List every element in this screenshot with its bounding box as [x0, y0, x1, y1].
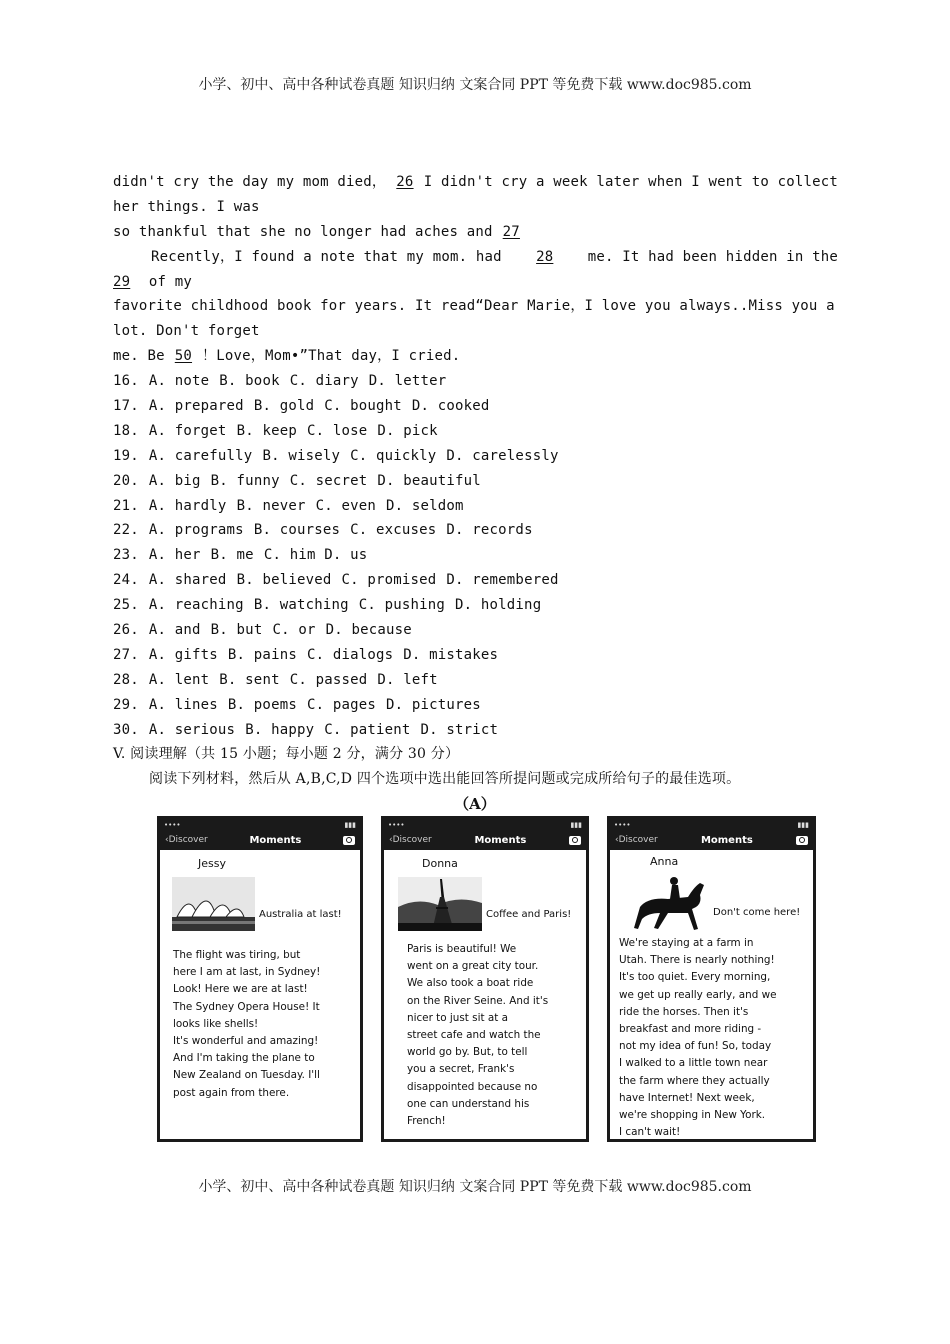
- page-footer: 小学、初中、高中各种试卷真题 知识归纳 文案合同 PPT 等免费下载 www.doc985.com: [198, 1179, 752, 1195]
- answer-option: A. gifts: [148, 646, 218, 663]
- question-number: 16.: [113, 373, 139, 390]
- answer-option: D. holding: [455, 597, 542, 614]
- post-text: The flight was tiring, but here I am at last, in Sydney! Look! Here we are at last! The Sydney Opera House! It looks like shells! It's wonderful and amazing! And I'm taking the plane to New Zealand on Tuesday. I'll post again from there.: [173, 949, 321, 1099]
- post-caption: Don't come here!: [713, 907, 801, 918]
- answer-option: A. note: [148, 373, 210, 390]
- post-caption: Coffee and Paris!: [486, 909, 572, 920]
- answer-option: B. poems: [227, 696, 297, 713]
- answer-option: C. excuses: [350, 522, 437, 539]
- status-bar: •••• ▮▮▮: [610, 819, 813, 830]
- passage-label: （A）: [454, 795, 496, 813]
- question-list: [113, 369, 838, 742]
- question-row: [113, 419, 838, 444]
- phone-screen-jessy: [157, 816, 363, 1142]
- back-button[interactable]: ‹Discover: [615, 835, 658, 845]
- answer-option: A. prepared: [148, 398, 244, 415]
- passage-text: I didn't cry a week later when I went to collect: [423, 174, 838, 190]
- passage-text: Recently，I found a note that my mom. had: [151, 248, 502, 265]
- answer-option: C. even: [315, 497, 376, 514]
- question-row: [113, 718, 838, 743]
- answer-option: D. seldom: [386, 497, 464, 514]
- answer-option: A. reaching: [148, 597, 244, 614]
- answer-option: B. courses: [253, 522, 341, 539]
- section-instruction: 阅读下列材料，然后从 A,B,C,D 四个选项中选出能回答所提问题或完成所给句子的最佳选项。: [149, 771, 741, 788]
- question-row: [113, 518, 838, 543]
- horse-rider-photo: [628, 873, 714, 933]
- passage-line-4: [113, 245, 838, 270]
- question-row: [113, 593, 838, 618]
- section-title: V. 阅读理解（共 15 小题；每小题 2 分，满分 30 分）: [113, 746, 460, 763]
- question-number: 20.: [113, 472, 139, 489]
- answer-option: C. quickly: [350, 447, 437, 464]
- status-bar: •••• ▮▮▮: [384, 819, 586, 830]
- phone-screen-donna: [381, 816, 589, 1142]
- question-number: 18.: [113, 422, 139, 439]
- nav-title: Moments: [474, 834, 527, 846]
- question-number: 21.: [113, 497, 139, 514]
- answer-option: A. her: [148, 547, 201, 564]
- camera-icon[interactable]: [796, 836, 808, 845]
- answer-option: C. dialogs: [306, 646, 394, 663]
- question-number: 23.: [113, 547, 139, 564]
- question-row: [113, 568, 838, 593]
- question-row: [113, 543, 838, 568]
- passage-text: so thankful that she no longer had aches and: [113, 223, 493, 240]
- passage-line-1: [113, 170, 838, 195]
- answer-option: D. pictures: [385, 696, 481, 713]
- post-caption: Australia at last!: [259, 909, 342, 920]
- phone-screen-anna: [607, 816, 816, 1142]
- passage-text: ！Love，Mom•”That day，I cried.: [202, 348, 461, 365]
- blank-27: 27: [502, 223, 520, 240]
- poster-name: Anna: [650, 855, 679, 868]
- question-row: [113, 444, 838, 469]
- question-number: 24.: [113, 572, 139, 589]
- answer-option: A. serious: [148, 721, 236, 738]
- answer-option: B. book: [219, 373, 280, 390]
- answer-option: C. secret: [289, 472, 368, 489]
- question-row: [113, 394, 838, 419]
- question-number: 19.: [113, 447, 139, 464]
- question-number: 17.: [113, 398, 139, 415]
- answer-option: B. but: [210, 622, 263, 639]
- answer-option: A. and: [148, 622, 201, 639]
- answer-option: D. left: [377, 671, 438, 688]
- passage-and-questions: [113, 170, 838, 792]
- question-number: 29.: [113, 696, 139, 713]
- answer-option: B. wisely: [262, 447, 341, 464]
- answer-option: C. or: [272, 622, 316, 639]
- passage-line-3: [113, 220, 838, 245]
- answer-option: A. programs: [148, 522, 244, 539]
- blank-29: 29: [113, 273, 131, 290]
- question-number: 26.: [113, 622, 139, 639]
- question-row: [113, 643, 838, 668]
- answer-option: C. him D. us: [263, 547, 368, 564]
- answer-option: B. me: [210, 547, 254, 564]
- answer-option: B. gold: [253, 398, 315, 415]
- blank-28: 28: [536, 248, 554, 265]
- question-number: 28.: [113, 671, 139, 688]
- chevron-left-icon: ‹: [165, 835, 169, 845]
- question-number: 25.: [113, 597, 139, 614]
- camera-icon[interactable]: [343, 836, 355, 845]
- answer-option: D. cooked: [411, 398, 490, 415]
- answer-option: B. pains: [227, 646, 297, 663]
- question-number: 27.: [113, 646, 139, 663]
- passage-line-7: lot. Don't forget: [113, 323, 260, 340]
- poster-name: Donna: [422, 857, 458, 870]
- chevron-left-icon: ‹: [389, 835, 393, 845]
- question-row: [113, 494, 838, 519]
- question-row: [113, 369, 838, 394]
- answer-option: C. bought: [324, 398, 402, 415]
- answer-option: C. promised: [341, 572, 437, 589]
- answer-option: C. diary: [289, 373, 359, 390]
- passage-text: didn't cry the day my mom died，: [113, 174, 387, 190]
- eiffel-tower-photo: [398, 877, 482, 931]
- back-button[interactable]: ‹Discover: [165, 835, 208, 845]
- passage-line-2: her things. I was: [113, 198, 260, 215]
- sydney-opera-house-photo: [172, 877, 255, 931]
- nav-bar: [384, 830, 586, 850]
- passage-text: me. Be: [113, 348, 165, 365]
- question-row: [113, 693, 838, 718]
- answer-option: B. never: [236, 497, 306, 514]
- answer-option: D. pick: [377, 422, 438, 439]
- answer-option: D. strict: [420, 721, 499, 738]
- answer-option: B. watching: [253, 597, 349, 614]
- answer-option: A. carefully: [148, 447, 253, 464]
- answer-option: C. passed: [289, 671, 368, 688]
- page-header: 小学、初中、高中各种试卷真题 知识归纳 文案合同 PPT 等免费下载 www.doc985.com: [198, 77, 752, 93]
- question-number: 22.: [113, 522, 139, 539]
- answer-option: A. hardly: [148, 497, 227, 514]
- answer-option: A. lines: [148, 696, 218, 713]
- answer-option: A. forget: [148, 422, 227, 439]
- post-text: Paris is beautiful! We went on a great city tour. We also took a boat ride on the River Seine. And it's nicer to just sit at a street cafe and watch the world go by. But, to tell you a secret, Frank's disappointed because no one can understand his French!: [407, 943, 549, 1128]
- answer-option: B. believed: [236, 572, 332, 589]
- question-row: [113, 668, 838, 693]
- answer-option: D. mistakes: [403, 646, 499, 663]
- answer-option: C. patient: [324, 721, 411, 738]
- answer-option: D. because: [325, 622, 412, 639]
- answer-option: B. sent: [219, 671, 280, 688]
- passage-text: me. It had been hidden in the: [587, 248, 838, 265]
- nav-title: Moments: [700, 834, 753, 846]
- answer-option: C. pages: [306, 696, 376, 713]
- question-number: 30.: [113, 721, 139, 738]
- answer-option: B. funny: [210, 472, 280, 489]
- blank-26: 26: [396, 174, 414, 190]
- answer-option: B. keep: [236, 422, 297, 439]
- answer-option: D. beautiful: [377, 472, 481, 489]
- question-row: [113, 469, 838, 494]
- answer-option: C. pushing: [358, 597, 446, 614]
- answer-option: A. shared: [148, 572, 227, 589]
- answer-option: D. letter: [368, 373, 447, 390]
- poster-name: Jessy: [198, 857, 226, 870]
- passage-line-6: favorite childhood book for years. It read“Dear Marie，I love you always..Miss you a: [113, 298, 835, 315]
- answer-option: B. happy: [245, 721, 315, 738]
- back-button[interactable]: ‹Discover: [389, 835, 432, 845]
- answer-option: C. lose: [306, 422, 368, 439]
- passage-line-5: [113, 270, 838, 295]
- passage-text: of my: [140, 273, 193, 290]
- blank-30: 50: [174, 348, 193, 365]
- nav-bar: [610, 830, 813, 850]
- passage-line-8: [113, 344, 838, 369]
- answer-option: D. carelessly: [446, 447, 559, 464]
- post-text: We're staying at a farm in Utah. There is nearly nothing! It's too quiet. Every morning, we get up really early, and we ride the horses. Then it's breakfast and more riding - not my idea of fun! So, today I walked to a little town near the farm where they actually have Internet! Next week, we're shopping in New York. I can't wait!: [619, 937, 777, 1139]
- answer-option: D. remembered: [446, 572, 559, 589]
- answer-option: A. big: [148, 472, 201, 489]
- answer-option: D. records: [446, 522, 533, 539]
- nav-bar: [160, 830, 360, 850]
- answer-option: A. lent: [148, 671, 210, 688]
- nav-title: Moments: [249, 834, 302, 846]
- chevron-left-icon: ‹: [615, 835, 619, 845]
- camera-icon[interactable]: [569, 836, 581, 845]
- status-bar: •••• ▮▮▮: [160, 819, 360, 830]
- question-row: [113, 618, 838, 643]
